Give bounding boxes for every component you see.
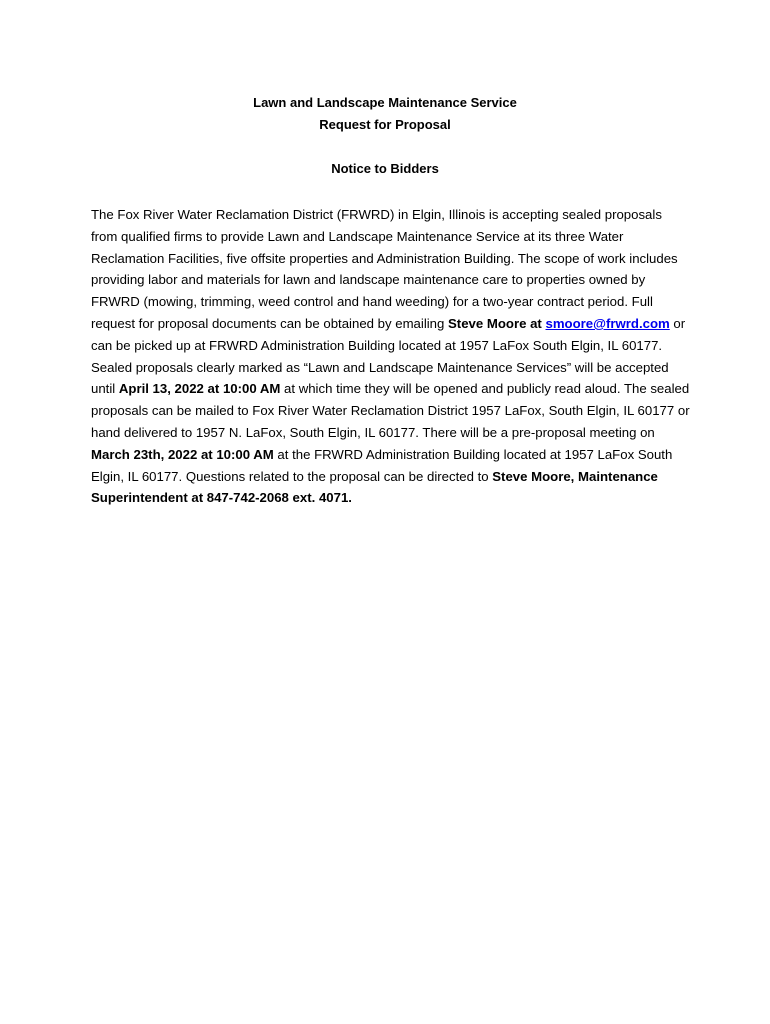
contact-full-text: Steve Moore, Maintenance Superintendent at 847-742-2068 ext. 4071. [91,468,658,506]
document-subtitle: Request for Proposal [319,117,451,132]
section-heading: Notice to Bidders [331,161,439,176]
paragraph-text-4: at the FRWRD Administration Building located at 1957 LaFox South Elgin, IL 60177. Questions related to the proposal can be directed to [91,446,673,484]
deadline-text: April 13, 2022 at 10:00 AM [118,381,281,397]
contact-name: Steve Moore at [448,315,542,331]
paragraph-text-2: or can be picked up at FRWRD Administration Building located at 1957 LaFox South Elgin, IL 60177. Sealed proposals clearly marked as “Lawn and Landscape Maintenance Services” will be accepted until [91,315,686,397]
paragraph-text-3: at which time they will be opened and publicly read aloud. The sealed proposals can be mailed to Fox River Water Reclamation District 1957 LaFox, South Elgin, IL 60177 or hand delivered to 1957 N. LaFox, South Elgin, IL 60177. There will be a pre-proposal meeting on [91,381,690,440]
notice-paragraph [91,204,691,509]
meeting-date-text: March 23th, 2022 at 10:00 AM [91,446,274,462]
email-link[interactable]: smoore@frwrd.com [545,315,670,331]
paragraph-text-1: The Fox River Water Reclamation District (FRWRD) in Elgin, Illinois is accepting sealed proposals from qualified firms to provide Lawn and Landscape Maintenance Service at its three Water Reclamation Facilities, five offsite properties and Administration Building. The scope of work includes providing labor and materials for lawn and landscape maintenance care to properties owned by FRWRD (mowing, trimming, weed control and hand weeding) for a two-year contract period. Full request for proposal documents can be obtained by emailing [91,207,678,331]
document-title: Lawn and Landscape Maintenance Service [253,95,517,110]
